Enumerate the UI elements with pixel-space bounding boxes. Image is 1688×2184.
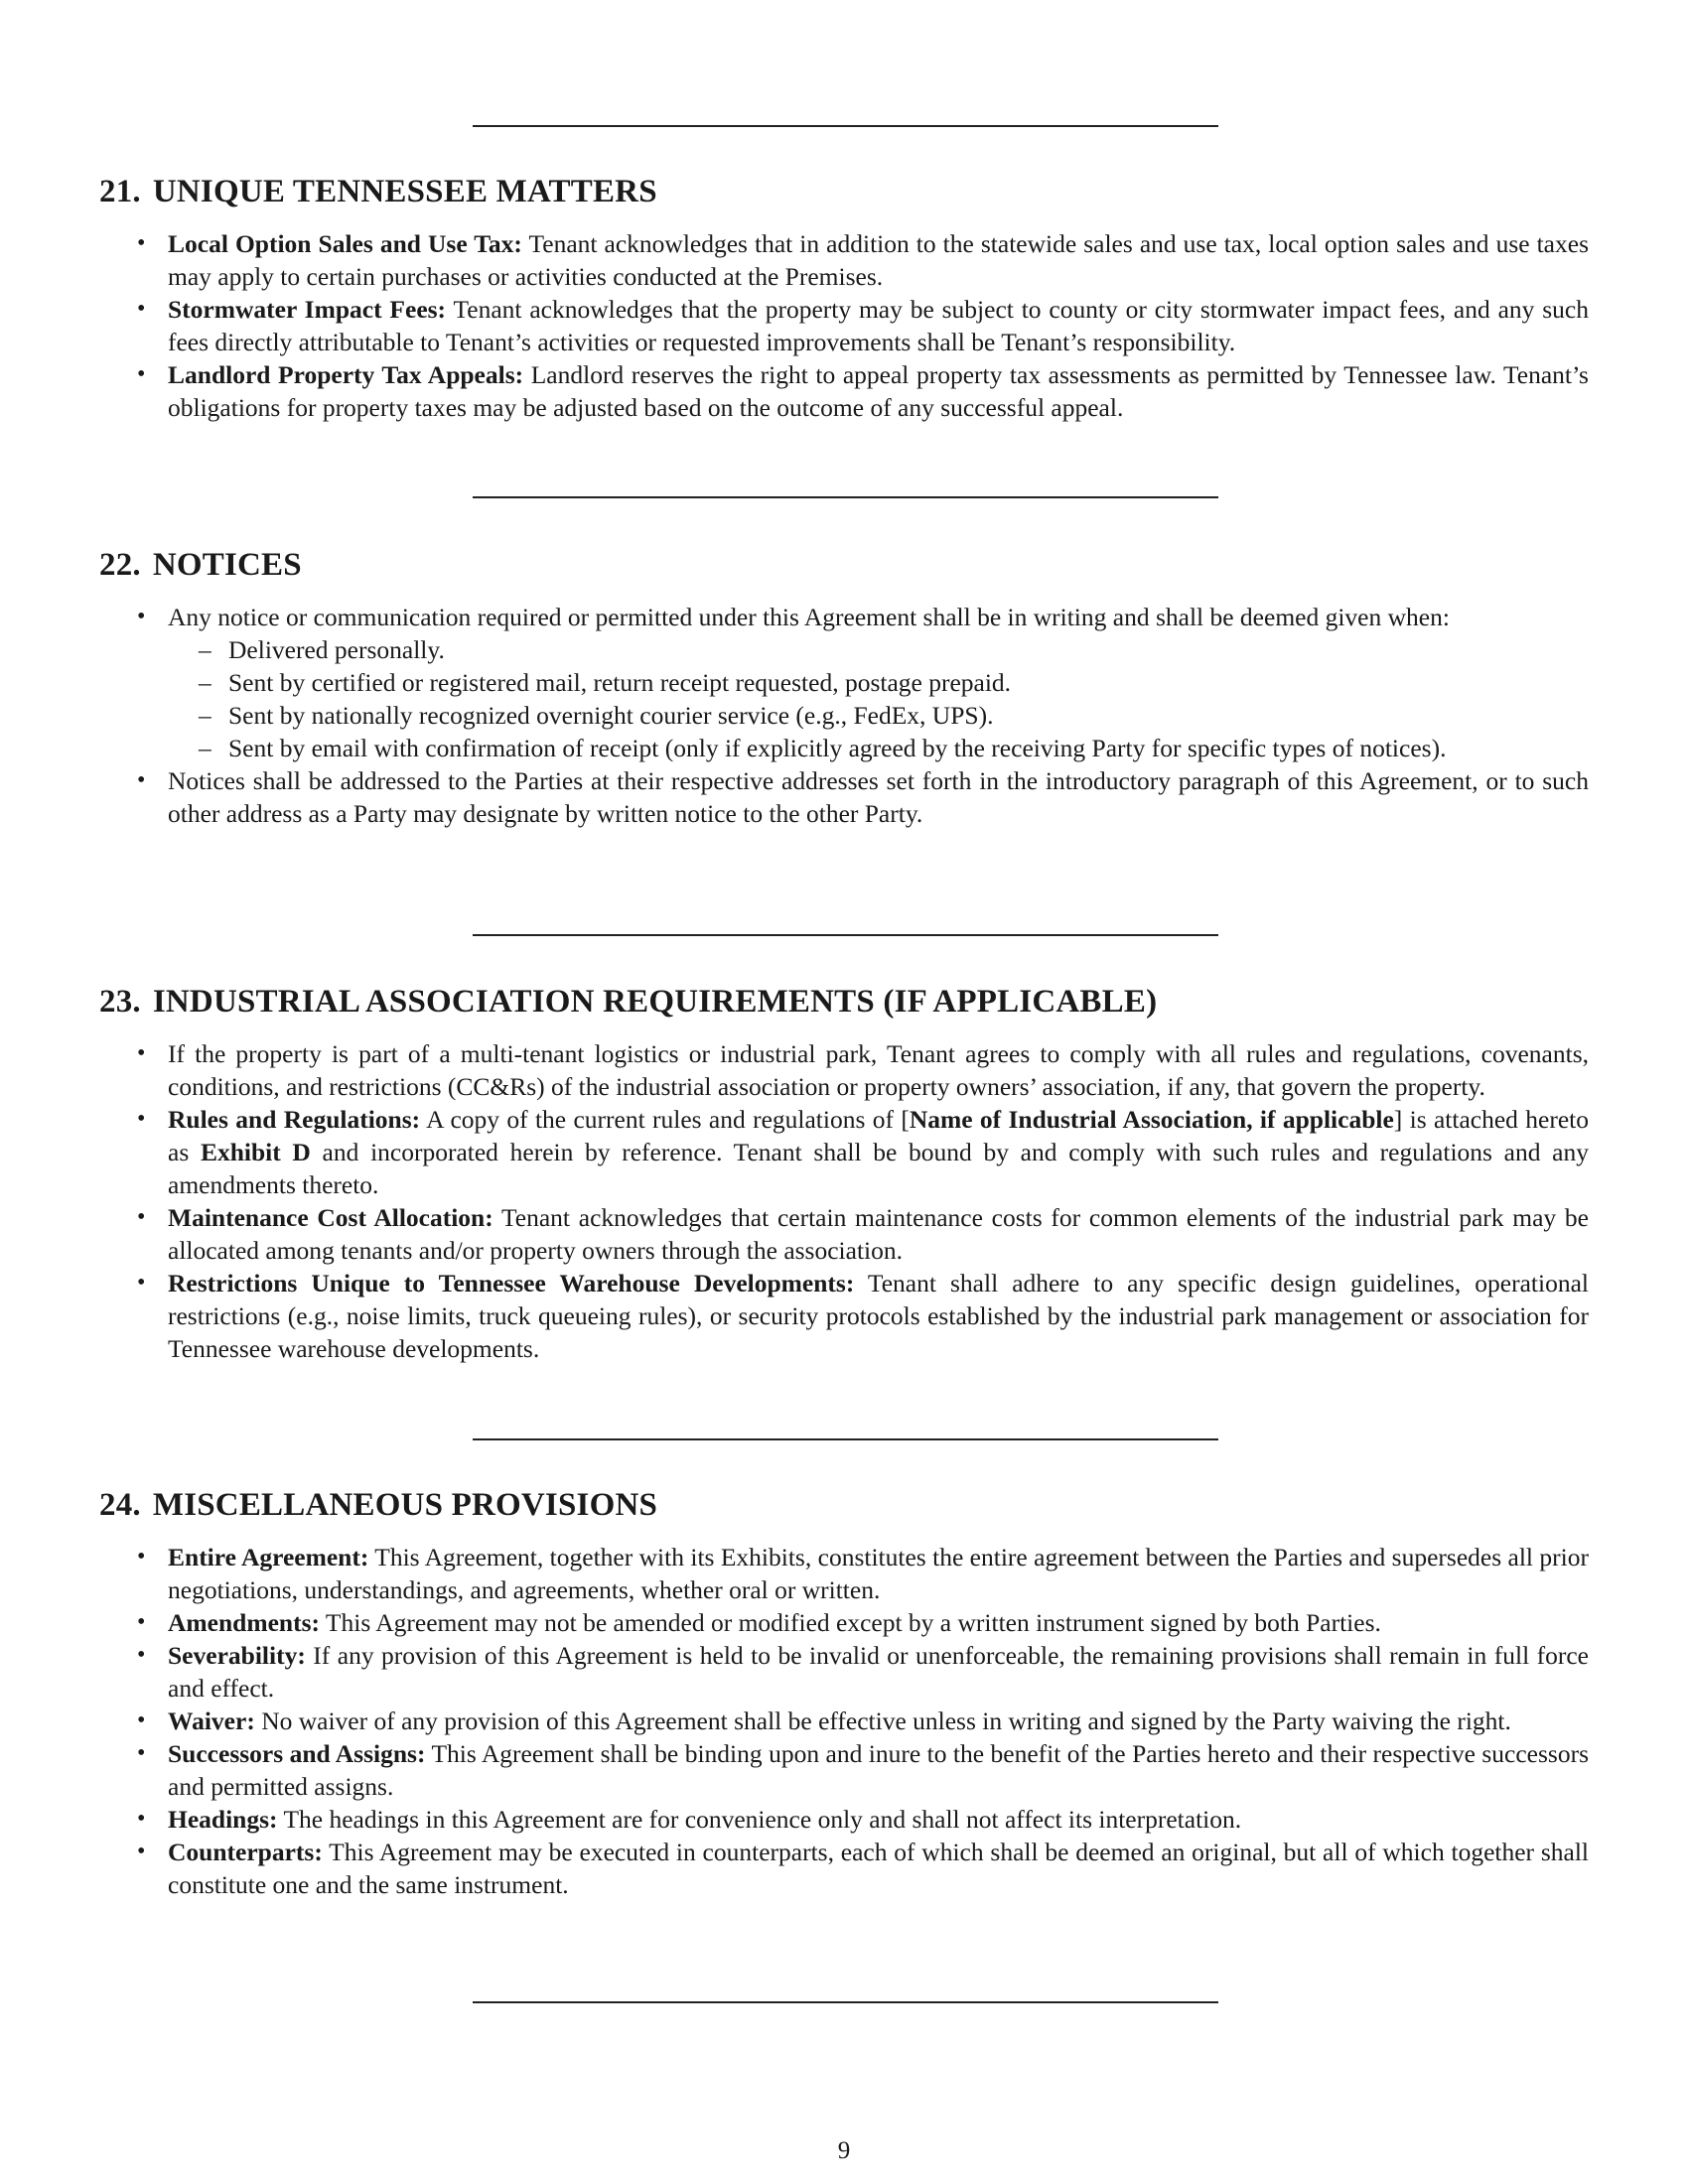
page-number: 9 (837, 2137, 851, 2164)
bullet-icon: • (137, 1040, 146, 1066)
item-text: This Agreement may be executed in counterparts, each of which shall be deemed an original, but all of which together shall constitute one and the same instrument. (168, 1838, 1589, 1899)
bullet-list (99, 1541, 1589, 1901)
item-label: Rules and Regulations: (168, 1105, 421, 1134)
list-item (99, 358, 1589, 424)
section-heading (99, 982, 1589, 1022)
section-23 (99, 982, 1589, 1365)
item-text: Notices shall be addressed to the Parties at their respective addresses set forth in the introductory paragraph of this Agreement, or to such other address as a Party may designate by written notice to the other Party. (168, 766, 1589, 828)
sub-list-item (168, 633, 1586, 666)
section-heading (99, 1485, 1589, 1525)
item-text: If any provision of this Agreement is held to be invalid or unenforceable, the remaining provisions shall remain in full force and effect. (168, 1641, 1589, 1703)
item-label: Landlord Property Tax Appeals: (168, 360, 524, 389)
bullet-icon: • (137, 361, 146, 387)
horizontal-rule (473, 1438, 1218, 1440)
section-heading (99, 172, 1589, 211)
item-label: Headings: (168, 1805, 278, 1834)
sub-list (168, 633, 1589, 764)
bullet-icon: • (137, 1204, 146, 1230)
bullet-icon: • (137, 1106, 146, 1132)
item-text: This Agreement may not be amended or modified except by a written instrument signed by both Parties. (320, 1608, 1381, 1637)
item-text: Landlord reserves the right to appeal property tax assessments as permitted by Tennessee law. Tenant’s obligations for property taxes may be adjusted based on the outcome of any successful appeal. (168, 360, 1589, 422)
dash-icon: – (199, 635, 211, 664)
item-text: A copy of the current rules and regulations of [ (420, 1105, 910, 1134)
bullet-icon: • (137, 296, 146, 322)
exhibit-reference: Exhibit D (200, 1138, 311, 1166)
item-text: ] is attached hereto as (168, 1105, 1589, 1166)
list-item (99, 1037, 1589, 1103)
section-number: 24. (99, 1487, 141, 1523)
list-item (99, 1541, 1589, 1606)
list-item (99, 1201, 1589, 1267)
dash-icon: – (199, 701, 211, 730)
item-text: The headings in this Agreement are for convenience only and shall not affect its interpretation. (277, 1805, 1242, 1834)
sub-item-text: Sent by email with confirmation of receipt (only if explicitly agreed by the receiving Party for specific types of notices). (228, 734, 1447, 762)
section-22 (99, 545, 1589, 830)
section-title: UNIQUE TENNESSEE MATTERS (152, 174, 657, 209)
bullet-icon: • (137, 1270, 146, 1296)
item-text: Any notice or communication required or permitted under this Agreement shall be in writing and shall be deemed given when: (168, 603, 1450, 631)
bullet-icon: • (137, 230, 146, 256)
list-item (99, 1803, 1589, 1836)
dash-icon: – (199, 734, 211, 762)
horizontal-rule (473, 496, 1218, 498)
bullet-icon: • (137, 1544, 146, 1570)
sub-item-text: Delivered personally. (228, 635, 445, 664)
item-text: Tenant acknowledges that the property may be subject to county or city stormwater impact fees, and any such fees directly attributable to Tenant’s activities or requested improvements shall be Tenant’s responsibility. (168, 295, 1589, 356)
list-item (99, 227, 1589, 293)
item-text: No waiver of any provision of this Agreement shall be effective unless in writing and signed by the Party waiving the right. (254, 1706, 1511, 1735)
sub-list-item (168, 732, 1586, 764)
list-item (99, 1836, 1589, 1901)
item-text: This Agreement, together with its Exhibits, constitutes the entire agreement between the Parties and supersedes all prior negotiations, understandings, and agreements, whether oral or written. (168, 1543, 1589, 1604)
sub-list-item (168, 699, 1586, 732)
bullet-list (99, 1037, 1589, 1365)
bullet-list (99, 601, 1589, 830)
section-number: 23. (99, 984, 141, 1020)
list-item (99, 601, 1589, 764)
bullet-icon: • (137, 1642, 146, 1668)
section-title: INDUSTRIAL ASSOCIATION REQUIREMENTS (IF APPLICABLE) (152, 984, 1158, 1020)
item-text: Tenant shall adhere to any specific design guidelines, operational restrictions (e.g., noise limits, truck queueing rules), or security protocols established by the industrial park management or association for Tennessee warehouse developments. (168, 1269, 1589, 1363)
bullet-icon: • (137, 767, 146, 793)
bullet-icon: • (137, 1839, 146, 1864)
item-label: Maintenance Cost Allocation: (168, 1203, 493, 1232)
section-number: 21. (99, 174, 141, 209)
bullet-list (99, 227, 1589, 424)
bullet-icon: • (137, 604, 146, 629)
item-text: If the property is part of a multi-tenant logistics or industrial park, Tenant agrees to comply with all rules and regulations, covenants, conditions, and restrictions (CC&Rs) of the industrial association or property owners’ association, if any, that govern the property. (168, 1039, 1589, 1101)
item-label: Amendments: (168, 1608, 320, 1637)
item-text: Tenant acknowledges that certain maintenance costs for common elements of the industrial park may be allocated among tenants and/or property owners through the association. (168, 1203, 1589, 1265)
item-text: Tenant acknowledges that in addition to the statewide sales and use tax, local option sales and use taxes may apply to certain purchases or activities conducted at the Premises. (168, 229, 1589, 291)
section-24 (99, 1485, 1589, 1901)
list-item (99, 1737, 1589, 1803)
list-item (99, 1705, 1589, 1737)
list-item (99, 1606, 1589, 1639)
bullet-icon: • (137, 1806, 146, 1832)
item-label: Restrictions Unique to Tennessee Warehouse Developments: (168, 1269, 855, 1297)
section-21 (99, 172, 1589, 424)
section-number: 22. (99, 547, 141, 583)
list-item (99, 1267, 1589, 1365)
horizontal-rule (473, 125, 1218, 127)
bullet-icon: • (137, 1609, 146, 1635)
list-item (99, 1639, 1589, 1705)
list-item (99, 1103, 1589, 1201)
sub-list-item (168, 666, 1586, 699)
bullet-icon: • (137, 1740, 146, 1766)
list-item (99, 293, 1589, 358)
item-label: Stormwater Impact Fees: (168, 295, 447, 324)
item-text: This Agreement shall be binding upon and inure to the benefit of the Parties hereto and their respective successors and permitted assigns. (168, 1739, 1589, 1801)
item-label: Severability: (168, 1641, 306, 1670)
item-label: Local Option Sales and Use Tax: (168, 229, 522, 258)
horizontal-rule (473, 934, 1218, 936)
item-label: Successors and Assigns: (168, 1739, 426, 1768)
section-title: NOTICES (152, 547, 302, 583)
sub-item-text: Sent by certified or registered mail, return receipt requested, postage prepaid. (228, 668, 1012, 697)
section-title: MISCELLANEOUS PROVISIONS (152, 1487, 658, 1523)
sub-item-text: Sent by nationally recognized overnight courier service (e.g., FedEx, UPS). (228, 701, 994, 730)
item-label: Entire Agreement: (168, 1543, 369, 1571)
list-item (99, 764, 1589, 830)
dash-icon: – (199, 668, 211, 697)
item-label: Counterparts: (168, 1838, 323, 1866)
horizontal-rule (473, 2001, 1218, 2003)
association-name-placeholder: Name of Industrial Association, if applicable (909, 1105, 1394, 1134)
item-text: and incorporated herein by reference. Tenant shall be bound by and comply with such rules and regulations and any amendments thereto. (168, 1138, 1590, 1199)
item-label: Waiver: (168, 1706, 255, 1735)
section-heading (99, 545, 1589, 585)
bullet-icon: • (137, 1707, 146, 1733)
